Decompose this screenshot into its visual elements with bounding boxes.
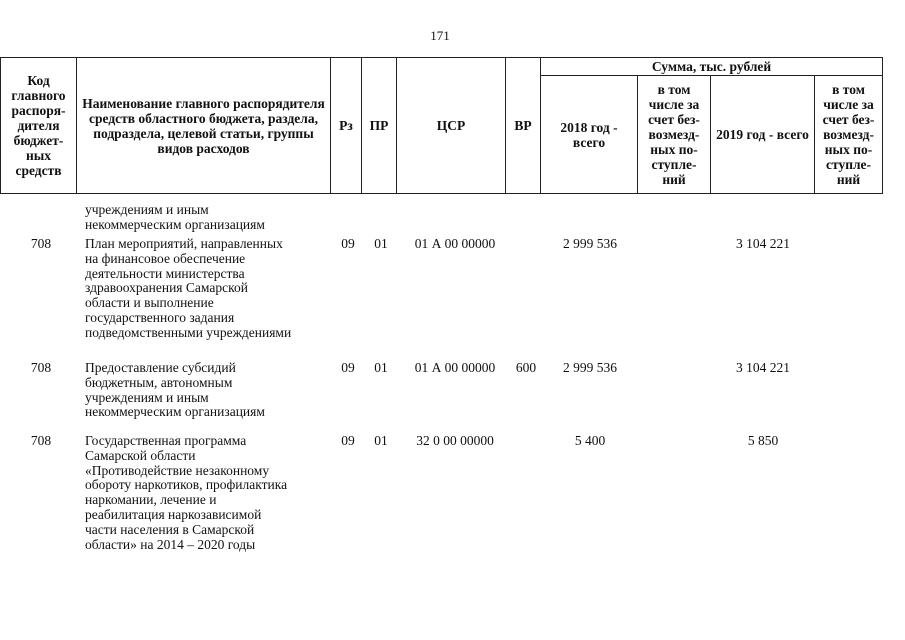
header-2019-grants: в том числе за счет без-возмезд-ных по-ступле-ний [815,76,883,194]
row-rz: 09 [341,360,355,375]
header-rz: Рз [331,58,362,194]
header-name: Наименование главного распорядителя средств областного бюджета, раздела, подраздела, целевой статьи, группы видов расходов [77,58,331,194]
page-number: 171 [430,28,450,43]
header-csr: ЦСР [397,58,506,194]
header-2018-total: 2018 год - всего [541,76,638,194]
row-sum-2018: 2 999 536 [563,360,617,375]
header-kod: Код главного распоря-дителя бюджет-ных средств [1,58,77,194]
row-pr: 01 [374,360,388,375]
row-name: учреждениям и иным некоммерческим организациям [85,202,265,232]
row-rz: 09 [341,433,355,448]
table-header [0,57,883,194]
row-csr: 32 0 00 00000 [416,433,494,448]
row-csr: 01 А 00 00000 [414,236,496,251]
row-sum-2018: 2 999 536 [563,236,617,251]
row-sum-2019: 3 104 221 [736,236,790,251]
row-name: План мероприятий, направленных на финансовое обеспечение деятельности министерства здравоохранения Самарской области и выполнение государственного задания подведомственными учреждениями [85,236,292,340]
row-vr: 600 [515,360,537,375]
header-2019-total: 2019 год - всего [711,76,815,194]
row-kod: 708 [30,236,52,251]
row-kod: 708 [30,433,52,448]
row-kod: 708 [30,360,52,375]
row-rz: 09 [341,236,355,251]
row-sum-2019: 3 104 221 [736,360,790,375]
row-csr: 01 А 00 00000 [414,360,496,375]
header-2018-grants: в том числе за счет без-возмезд-ных по-ступле-ний [638,76,711,194]
row-name: Государственная программа Самарской области «Противодействие незаконному обороту наркотиков, профилактика наркомании, лечение и реабилитация наркозависимой части населения в Самарской области» на 2014 – 2020 годы [85,433,288,552]
row-sum-2019: 5 850 [747,433,779,448]
header-sum: Сумма, тыс. рублей [541,58,883,76]
row-pr: 01 [374,433,388,448]
row-pr: 01 [374,236,388,251]
row-name: Предоставление субсидий бюджетным, автономным учреждениям и иным некоммерческим организациям [85,360,265,420]
header-pr: ПР [362,58,397,194]
header-vr: ВР [506,58,541,194]
row-sum-2018: 5 400 [574,433,606,448]
